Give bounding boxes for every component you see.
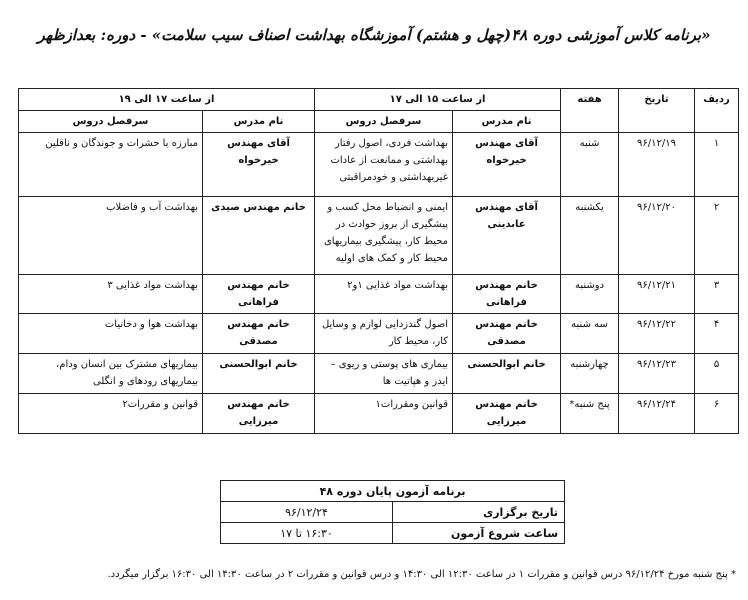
- row-teacher-1: آقای مهندس عابدینی: [453, 197, 561, 275]
- row-teacher-2: خانم مهندس صیدی: [203, 197, 315, 275]
- page-title: «برنامه کلاس آموزشی دوره ۴۸(چهل و هشتم) آموزشگاه بهداشت اصناف سیب سلامت» - دوره: بعدازظهر: [37, 26, 711, 44]
- row-date: ۹۶/۱۲/۲۴: [619, 394, 695, 434]
- row-topics-2: مبارزه با حشرات و جوندگان و ناقلین: [19, 133, 203, 197]
- row-topics-2: بیماریهای مشترک بین انسان ودام، بیماریهای رودهای و انگلی: [19, 354, 203, 394]
- exam-date-label: تاریخ برگزاری: [393, 502, 565, 523]
- footnote: * پنج شنبه مورخ ۹۶/۱۲/۲۴ درس قوانین و مقررات ۱ در ساعت ۱۲:۳۰ الی ۱۴:۳۰ و درس قوانین و مقررات ۲ در ساعت ۱۴:۳۰ الی ۱۶:۳۰ برگزار میگردد.: [107, 569, 736, 580]
- header-topics-1: سرفصل دروس: [315, 111, 453, 133]
- exam-title: برنامه آزمون پایان دوره ۴۸: [221, 481, 565, 502]
- exam-table: [220, 480, 565, 544]
- row-topics-2: بهداشت آب و فاضلاب: [19, 197, 203, 275]
- header-slot-17-19: از ساعت ۱۷ الی ۱۹: [19, 89, 315, 111]
- row-weekday: چهارشنبه: [561, 354, 619, 394]
- schedule-table: [18, 88, 739, 434]
- row-teacher-1: خانم مهندس فراهانی: [453, 275, 561, 314]
- header-teacher-2: نام مدرس: [203, 111, 315, 133]
- row-topics-1: بهداشت فردی، اصول رفتار بهداشتی و ممانعت از عادات غیربهداشتی و خودمراقبتی: [315, 133, 453, 197]
- row-topics-1: بیماری های پوستی و ریوی –ایدز و هپاتیت ها: [315, 354, 453, 394]
- row-date: ۹۶/۱۲/۲۲: [619, 314, 695, 354]
- row-topics-2: بهداشت مواد غذایی ۳: [19, 275, 203, 314]
- row-topics-1: قوانین ومقررات۱: [315, 394, 453, 434]
- row-topics-1: ایمنی و انضباط محل کسب و پیشگیری از بروز حوادث در محیط کار، پیشگیری بیماریهای محیط کار و کمک های اولیه: [315, 197, 453, 275]
- row-date: ۹۶/۱۲/۲۰: [619, 197, 695, 275]
- table-row: [19, 394, 739, 434]
- header-topics-2: سرفصل دروس: [19, 111, 203, 133]
- header-date: تاریخ: [619, 89, 695, 133]
- exam-time-value: ۱۶:۳۰ تا ۱۷: [221, 523, 393, 544]
- row-weekday: دوشنبه: [561, 275, 619, 314]
- row-topics-1: اصول گندزدایی لوازم و وسایل کار، محیط کار: [315, 314, 453, 354]
- row-teacher-2: خانم ابوالحسنی: [203, 354, 315, 394]
- exam-time-label: ساعت شروع آزمون: [393, 523, 565, 544]
- row-number: ۴: [695, 314, 739, 354]
- row-teacher-2: خانم مهندس فراهانی: [203, 275, 315, 314]
- row-date: ۹۶/۱۲/۲۳: [619, 354, 695, 394]
- row-weekday: پنج شنبه*: [561, 394, 619, 434]
- row-teacher-2: آقای مهندس خیرخواه: [203, 133, 315, 197]
- row-teacher-1: خانم ابوالحسنی: [453, 354, 561, 394]
- table-row: [19, 197, 739, 275]
- table-row: [19, 314, 739, 354]
- row-teacher-1: خانم مهندس مصدقی: [453, 314, 561, 354]
- header-row-no: ردیف: [695, 89, 739, 133]
- table-row: [19, 275, 739, 314]
- row-number: ۶: [695, 394, 739, 434]
- row-teacher-2: خانم مهندس میرزایی: [203, 394, 315, 434]
- table-row: [19, 354, 739, 394]
- row-date: ۹۶/۱۲/۲۱: [619, 275, 695, 314]
- header-teacher-1: نام مدرس: [453, 111, 561, 133]
- row-teacher-1: خانم مهندس میرزایی: [453, 394, 561, 434]
- row-teacher-2: خانم مهندس مصدقی: [203, 314, 315, 354]
- row-number: ۵: [695, 354, 739, 394]
- header-weekday: هفته: [561, 89, 619, 133]
- row-date: ۹۶/۱۲/۱۹: [619, 133, 695, 197]
- row-number: ۱: [695, 133, 739, 197]
- row-topics-2: بهداشت هوا و دخانیات: [19, 314, 203, 354]
- row-weekday: شنبه: [561, 133, 619, 197]
- header-slot-15-17: از ساعت ۱۵ الی ۱۷: [315, 89, 561, 111]
- row-teacher-1: آقای مهندس خیرخواه: [453, 133, 561, 197]
- row-number: ۳: [695, 275, 739, 314]
- exam-date-value: ۹۶/۱۲/۲۴: [221, 502, 393, 523]
- row-weekday: یکشنبه: [561, 197, 619, 275]
- row-topics-2: قوانین و مقررات۲: [19, 394, 203, 434]
- row-number: ۲: [695, 197, 739, 275]
- table-row: [19, 133, 739, 197]
- row-weekday: سه شنبه: [561, 314, 619, 354]
- row-topics-1: بهداشت مواد غذایی ۱و۲: [315, 275, 453, 314]
